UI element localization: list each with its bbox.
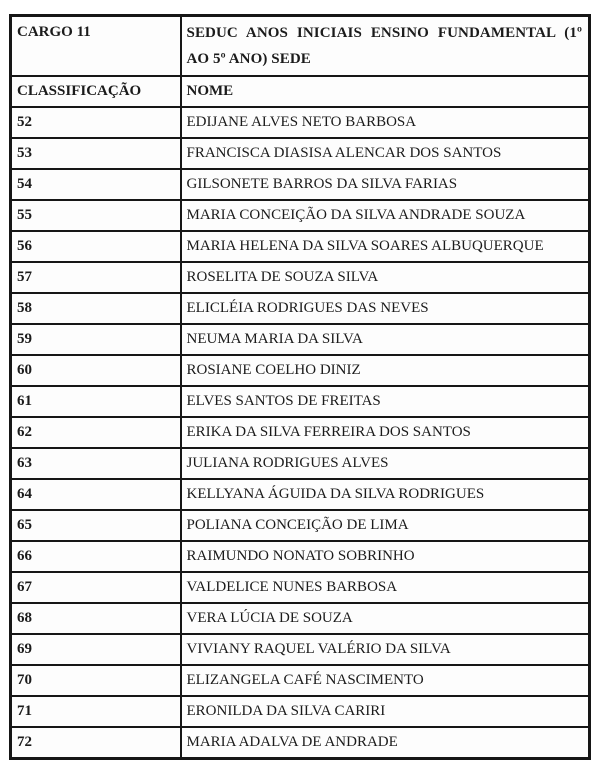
table-row [11,386,590,417]
table-row [11,169,590,200]
table-row [11,510,590,541]
classification-cell: 56 [11,231,181,262]
name-cell: RAIMUNDO NONATO SOBRINHO [181,541,590,572]
classification-column-header: CLASSIFICAÇÃO [11,76,181,107]
name-cell: KELLYANA ÁGUIDA DA SILVA RODRIGUES [181,479,590,510]
name-cell: MARIA HELENA DA SILVA SOARES ALBUQUERQUE [181,231,590,262]
table-body [11,16,590,759]
classification-cell: 67 [11,572,181,603]
name-cell: ELVES SANTOS DE FREITAS [181,386,590,417]
classification-cell: 64 [11,479,181,510]
name-cell: EDIJANE ALVES NETO BARBOSA [181,107,590,138]
classification-cell: 72 [11,727,181,759]
classification-cell: 62 [11,417,181,448]
column-header-row [11,76,590,107]
classification-cell: 58 [11,293,181,324]
name-cell: JULIANA RODRIGUES ALVES [181,448,590,479]
classification-cell: 60 [11,355,181,386]
classification-cell: 66 [11,541,181,572]
classification-table [9,14,591,760]
name-cell: ERONILDA DA SILVA CARIRI [181,696,590,727]
classification-cell: 54 [11,169,181,200]
classification-cell: 57 [11,262,181,293]
table-row [11,727,590,759]
classification-cell: 59 [11,324,181,355]
name-cell: MARIA ADALVA DE ANDRADE [181,727,590,759]
name-cell: MARIA CONCEIÇÃO DA SILVA ANDRADE SOUZA [181,200,590,231]
name-cell: GILSONETE BARROS DA SILVA FARIAS [181,169,590,200]
table-row [11,541,590,572]
name-cell: NEUMA MARIA DA SILVA [181,324,590,355]
classification-cell: 63 [11,448,181,479]
table-row [11,262,590,293]
classification-cell: 71 [11,696,181,727]
table-row [11,200,590,231]
classification-cell: 53 [11,138,181,169]
name-cell: ELIZANGELA CAFÉ NASCIMENTO [181,665,590,696]
classification-cell: 70 [11,665,181,696]
name-cell: FRANCISCA DIASISA ALENCAR DOS SANTOS [181,138,590,169]
table-row [11,696,590,727]
table-row [11,665,590,696]
name-cell: ROSELITA DE SOUZA SILVA [181,262,590,293]
name-cell: VIVIANY RAQUEL VALÉRIO DA SILVA [181,634,590,665]
table-row [11,231,590,262]
classification-cell: 61 [11,386,181,417]
table-row [11,107,590,138]
table-row [11,479,590,510]
name-cell: ELICLÉIA RODRIGUES DAS NEVES [181,293,590,324]
name-cell: ERIKA DA SILVA FERREIRA DOS SANTOS [181,417,590,448]
name-cell: VALDELICE NUNES BARBOSA [181,572,590,603]
table-row [11,603,590,634]
table-row [11,634,590,665]
classification-cell: 52 [11,107,181,138]
cargo-cell: CARGO 11 [11,16,181,77]
name-cell: POLIANA CONCEIÇÃO DE LIMA [181,510,590,541]
classification-cell: 65 [11,510,181,541]
table-row [11,355,590,386]
table-row [11,572,590,603]
classification-cell: 69 [11,634,181,665]
table-row [11,448,590,479]
table-row [11,417,590,448]
table-row [11,293,590,324]
classification-cell: 55 [11,200,181,231]
table-header-row [11,16,590,77]
table-row [11,138,590,169]
table-row [11,324,590,355]
name-column-header: NOME [181,76,590,107]
title-cell: SEDUC ANOS INICIAIS ENSINO FUNDAMENTAL (1º AO 5º ANO) SEDE [181,16,590,77]
name-cell: VERA LÚCIA DE SOUZA [181,603,590,634]
name-cell: ROSIANE COELHO DINIZ [181,355,590,386]
classification-cell: 68 [11,603,181,634]
